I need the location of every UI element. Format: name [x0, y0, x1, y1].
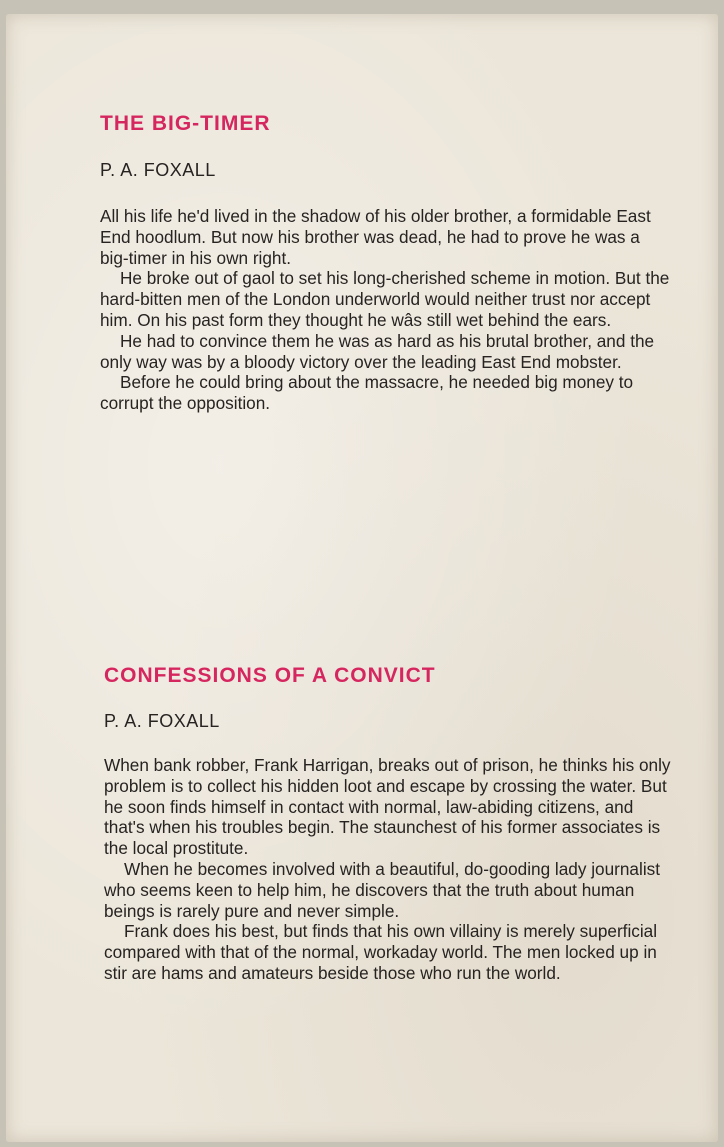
blurb-paragraph: All his life he'd lived in the shadow of his older brother, a formidable East End hoodlum. But now his brother was dead, he had to prove he was a big-timer in his own right.: [100, 206, 651, 268]
book-blurb: [100, 206, 670, 414]
book-blurb: [104, 755, 674, 984]
blurb-paragraph: He broke out of gaol to set his long-cherished scheme in motion. But the hard-bitten men of the London underworld would neither trust nor accept him. On his past form they thought he wâs still wet behind the ears.: [100, 268, 670, 330]
book-author: P. A. FOXALL: [104, 711, 220, 731]
blurb-paragraph: When he becomes involved with a beautiful, do-gooding lady journalist who seems keen to help him, he discovers that the truth about human beings is rarely pure and never simple.: [104, 858, 661, 921]
book-section-big-timer: [100, 112, 670, 414]
book-author: P. A. FOXALL: [100, 160, 216, 180]
book-title: CONFESSIONS OF A CONVICT: [104, 664, 436, 687]
book-title: THE BIG-TIMER: [100, 112, 271, 135]
blurb-paragraph: Frank does his best, but finds that his own villainy is merely superficial compared with that of the normal, workaday world. The men locked up in stir are hams and amateurs beside those who run the world.: [104, 921, 658, 983]
blurb-paragraph: Before he could bring about the massacre, he needed big money to corrupt the opposition.: [100, 372, 634, 414]
book-section-confessions: [104, 664, 674, 984]
blurb-paragraph: When bank robber, Frank Harrigan, breaks out of prison, he thinks his only problem is to collect his hidden loot and escape by crossing the water. But he soon finds himself in contact with normal, law-abiding citizens, and that's when his troubles begin. The staunchest of his former associates is the local prostitute.: [104, 755, 671, 859]
blurb-paragraph: He had to convince them he was as hard as his brutal brother, and the only way was by a bloody victory over the leading East End mobster.: [100, 330, 655, 372]
